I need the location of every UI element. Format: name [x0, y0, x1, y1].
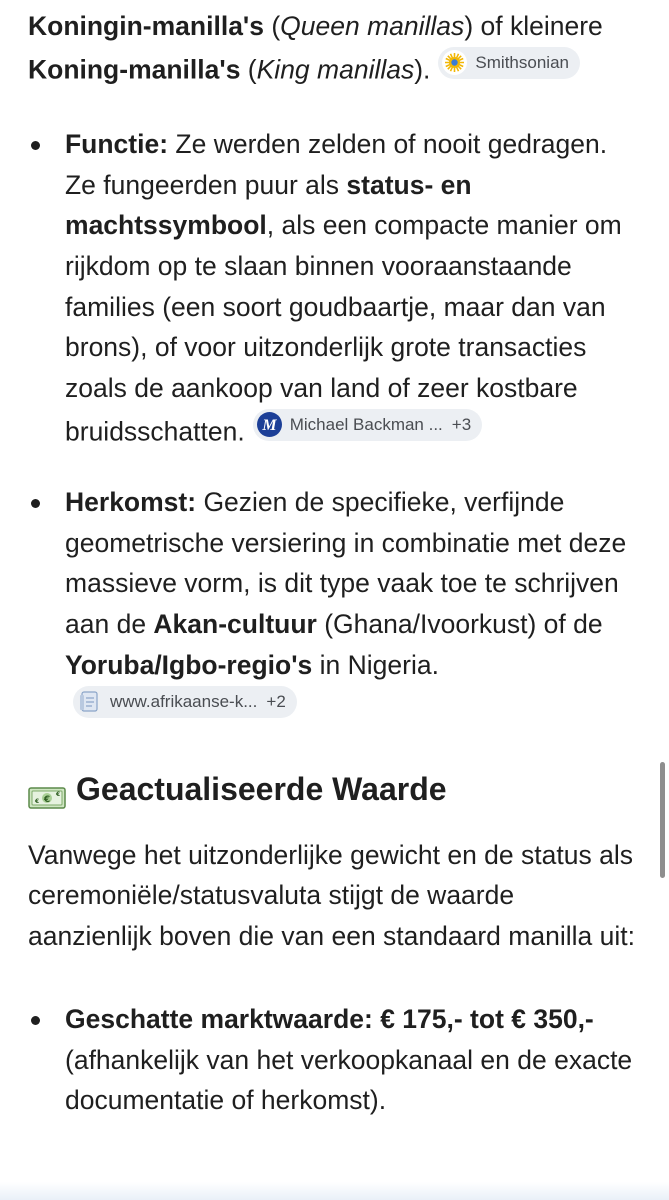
euro-banknote-icon	[28, 777, 66, 805]
bullet-label: Geschatte marktwaarde: € 175,- tot € 350,-	[65, 1003, 594, 1034]
section-heading	[28, 767, 643, 811]
list-item-herkomst: Herkomst: Gezien de specifieke, verfijnde geometrische versiering in combinatie met deze massieve vorm, is dit type vaak toe te schrijven aan de Akan-cultuur (Ghana/Ivoorkust) of de Yoruba/Igbo-regio's in Nigeria. www.afrikaanse-k... +2	[28, 482, 643, 729]
source-chip-afrikaanse[interactable]	[73, 686, 297, 718]
bottom-fade	[0, 1182, 669, 1200]
section-paragraph: Vanwege het uitzonderlijke gewicht en de status als ceremoniële/statusvaluta stijgt de waarde aanzienlijk boven die van een standaard manilla uit:	[28, 839, 635, 952]
smithsonian-sun-icon	[442, 50, 467, 75]
intro-paragraph: Koningin-manilla's (Queen manillas) of kleinere Koning-manilla's (King manillas). Smithsonian	[28, 11, 603, 85]
list-item-market-value: Geschatte marktwaarde: € 175,- tot € 350,- (afhankelijk van het verkoopkanaal en de exacte documentatie of herkomst).	[28, 999, 643, 1121]
source-chip-label: Smithsonian	[475, 52, 569, 72]
source-chip-label: Michael Backman ...	[289, 414, 443, 434]
source-chip-label: www.afrikaanse-k...	[110, 691, 258, 711]
svg-text:€: €	[35, 797, 40, 805]
source-chip-michael-backman[interactable]	[253, 409, 482, 441]
list-item-functie: Functie: Ze werden zelden of nooit gedragen. Ze fungeerden puur als status- en machtssymbool, als een compacte manier om rijkdom op te slaan binnen vooraanstaande families (een soort goudbaartje, maar dan van brons), of voor uitzonderlijk grote transacties zoals de aankoop van land of zeer kostbare bruidsschatten. M Michael Backman ... +3	[28, 124, 643, 452]
section-title: Geactualiseerde Waarde	[76, 770, 447, 807]
svg-text:€: €	[56, 790, 61, 798]
scrollbar-thumb[interactable]	[660, 762, 665, 878]
term-queen-manillas: Koningin-manilla's	[28, 11, 264, 41]
value-list	[28, 999, 643, 1121]
document-icon	[77, 689, 102, 714]
term-queen-manillas-english: Queen manillas	[280, 11, 465, 41]
svg-text:€: €	[43, 794, 51, 805]
svg-text:M: M	[262, 417, 277, 435]
source-chip-count: +2	[266, 691, 286, 711]
source-chip-smithsonian[interactable]	[438, 47, 580, 79]
source-chip-count: +3	[451, 414, 472, 434]
term-king-manillas: Koning-manilla's	[28, 54, 241, 85]
response-content	[28, 6, 643, 1121]
bullet-label: Herkomst:	[65, 487, 197, 518]
m-logo-icon	[257, 412, 282, 437]
details-list	[28, 124, 643, 729]
term-king-manillas-english: King manillas	[256, 54, 415, 85]
bullet-label: Functie:	[65, 128, 169, 159]
